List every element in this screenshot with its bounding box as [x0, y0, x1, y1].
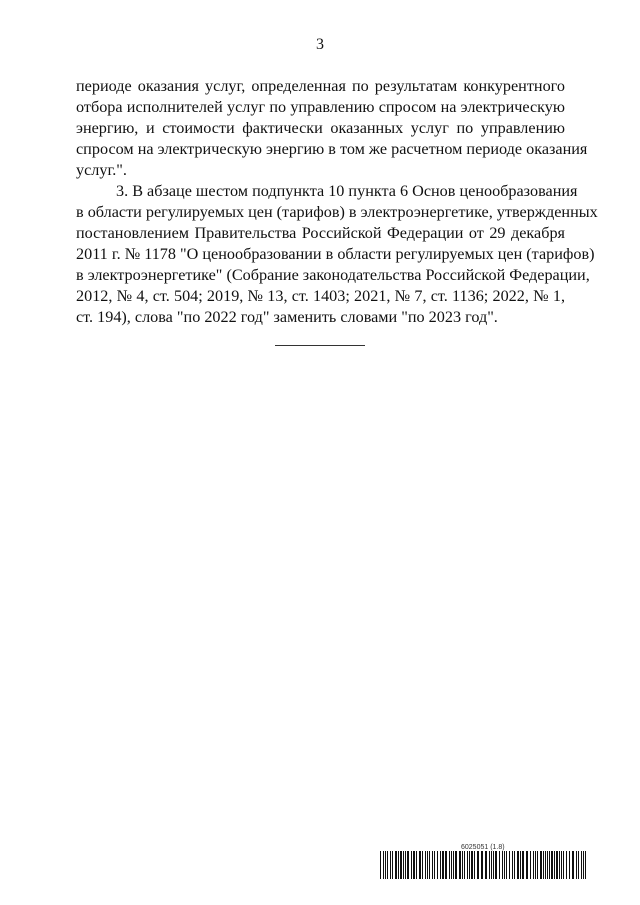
text-line: спросом на электрическую энергию в том же расчетном периоде оказания	[76, 140, 588, 158]
document-code: 6025051 (1.8)	[461, 844, 505, 851]
text-line: в области регулируемых цен (тарифов) в электроэнергетике, утвержденных	[76, 203, 598, 221]
text-line: энергию, и стоимости фактически оказанных услуг по управлению	[76, 119, 565, 137]
text-line: ст. 194), слова "по 2022 год" заменить словами "по 2023 год".	[76, 308, 498, 326]
text-line: постановлением Правительства Российской Федерации от 29 декабря	[76, 224, 565, 242]
text-line: услуг.".	[76, 161, 127, 179]
text-line: отбора исполнителей услуг по управлению спросом на электрическую	[76, 98, 565, 116]
text-line: 3. В абзаце шестом подпункта 10 пункта 6 Основ ценообразования	[116, 182, 578, 200]
page-number: 3	[316, 36, 324, 53]
text-line: периоде оказания услуг, определенная по результатам конкурентного	[76, 77, 565, 95]
text-line: в электроэнергетике" (Собрание законодательства Российской Федерации,	[76, 266, 590, 284]
end-separator-line	[275, 345, 365, 346]
barcode-icon	[380, 851, 586, 879]
text-line: 2012, № 4, ст. 504; 2019, № 13, ст. 1403; 2021, № 7, ст. 1136; 2022, № 1,	[76, 287, 565, 305]
text-line: 2011 г. № 1178 "О ценообразовании в области регулируемых цен (тарифов)	[76, 245, 595, 263]
